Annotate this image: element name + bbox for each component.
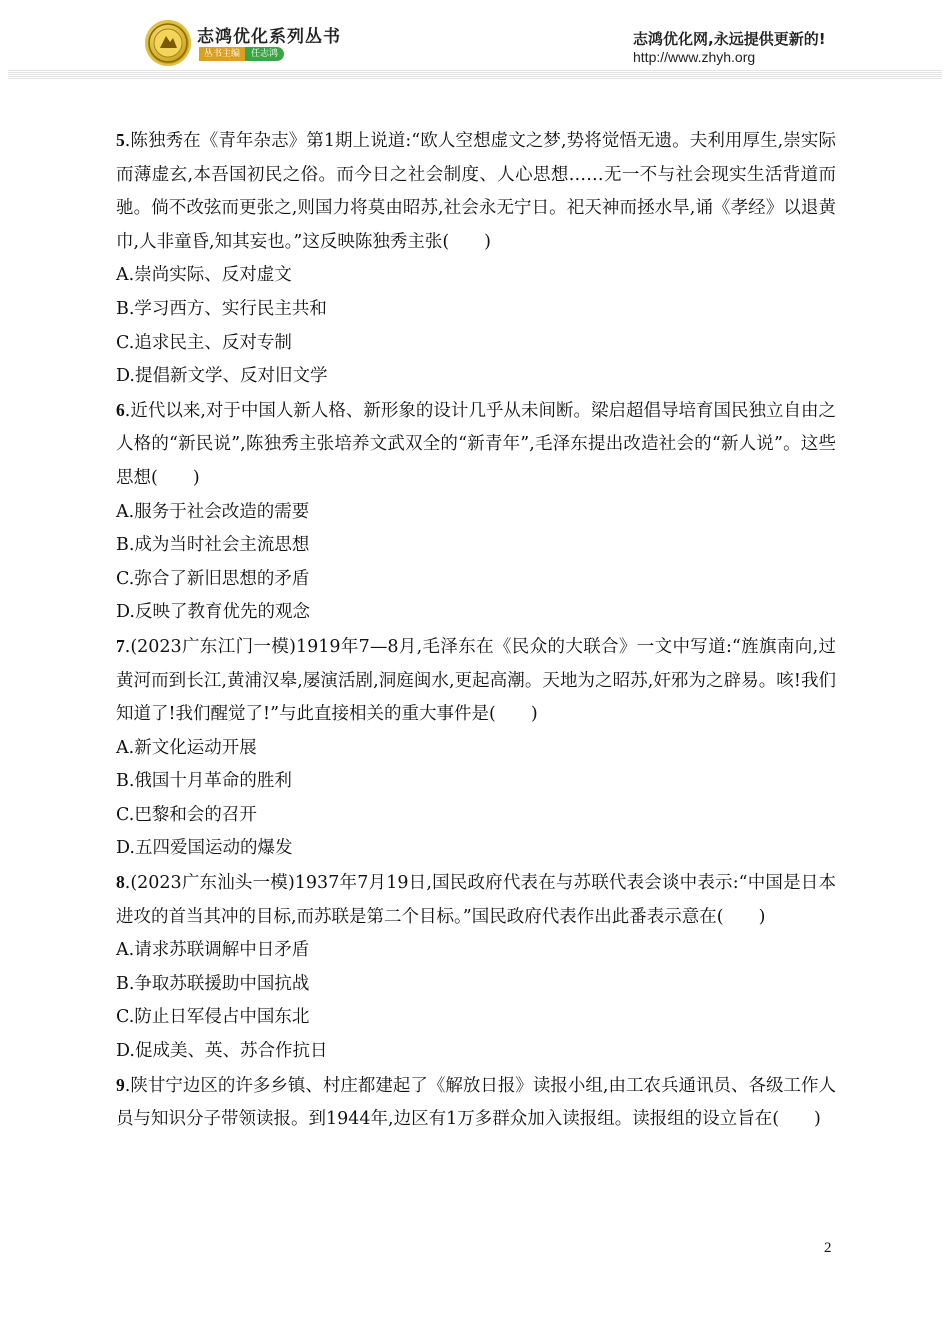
question-9 [116,1069,836,1137]
option-d: D.促成美、英、苏合作抗日 [116,1041,328,1062]
option-b: B.成为当时社会主流思想 [116,535,310,556]
option-d: D.五四爱国运动的爆发 [116,838,293,859]
question-text: .陈独秀在《青年杂志》第1期上说道:“欧人空想虚文之梦,势将觉悟无遗。夫利用厚生,崇实际而薄虚玄,本吾国初民之俗。而今日之社会制度、人心思想……无一不与社会现实生活背道而驰。倘不改弦而更张之,则国力将莫由昭苏,社会永无宁日。祀天神而拯水旱,诵《孝经》以退黄巾,人非童昏,知其妄也。”这反映陈独秀主张( ) [116,131,836,252]
question-number: 9 [116,1074,125,1095]
option-b: B.学习西方、实行民主共和 [116,298,327,319]
question-8 [116,866,836,1069]
question-list [116,124,836,1137]
site-slogan: 志鸿优化网,永远提供更新的! [633,30,826,48]
option-c: C.弥合了新旧思想的矛盾 [116,568,310,589]
question-7 [116,630,836,866]
question-number: 6 [116,399,125,420]
page-header [0,0,950,82]
series-title: 志鸿优化系列丛书 [197,27,341,47]
option-a: A.服务于社会改造的需要 [116,501,310,522]
question-number: 8 [116,872,125,893]
question-number: 5 [116,130,125,150]
option-d: D.提倡新文学、反对旧文学 [116,366,328,387]
question-number: 7 [116,635,125,656]
question-text: .(2023广东汕头一模)1937年7月19日,国民政府代表在与苏联代表会谈中表示:“中国是日本进攻的首当其冲的目标,而苏联是第二个目标。”国民政府代表作出此番表示意在( ) [116,873,836,927]
question-stem [116,394,836,496]
question-text: .(2023广东江门一模)1919年7—8月,毛泽东在《民众的大联合》一文中写道:“旌旗南向,过黄河而到长江,黄浦汉皋,屡演活剧,洞庭闽水,更起高潮。天地为之昭苏,奸邪为之辟易。咳!我们知道了!我们醒觉了!”与此直接相关的重大事件是( ) [116,636,836,725]
editor-name: 任志鸿 [245,47,284,61]
series-editor-badge [199,47,284,61]
question-stem [116,1069,836,1137]
question-stem [116,124,836,259]
header-divider [8,70,942,80]
question-text: .陕甘宁边区的许多乡镇、村庄都建起了《解放日报》读报小组,由工农兵通讯员、各级工作人员与知识分子带领读报。到1944年,边区有1万多群众加入读报组。读报组的设立旨在( ) [116,1075,836,1130]
option-c: C.巴黎和会的召开 [116,804,257,825]
editor-label: 丛书主编 [199,47,245,61]
option-c: C.追求民主、反对专制 [116,332,292,353]
option-b: B.争取苏联援助中国抗战 [116,973,310,994]
option-a: A.请求苏联调解中日矛盾 [116,940,310,961]
option-b: B.俄国十月革命的胜利 [116,771,292,792]
option-a: A.新文化运动开展 [116,737,257,758]
page-number: 2 [824,1240,832,1256]
option-d: D.反映了教育优先的观念 [116,602,310,623]
option-c: C.防止日军侵占中国东北 [116,1007,310,1028]
question-6 [116,394,836,630]
question-text: .近代以来,对于中国人新人格、新形象的设计几乎从未间断。梁启超倡导培育国民独立自由之人格的“新民说”,陈独秀主张培养文武双全的“新青年”,毛泽东提出改造社会的“新人说”。这些思想( ) [116,400,836,488]
question-stem [116,630,836,732]
question-5 [116,124,836,394]
question-stem [116,866,836,934]
option-a: A.崇尚实际、反对虚文 [116,265,292,286]
site-url-link[interactable]: http://www.zhyh.org [633,49,756,65]
logo-emblem-icon [145,20,191,66]
publisher-logo [145,20,191,66]
